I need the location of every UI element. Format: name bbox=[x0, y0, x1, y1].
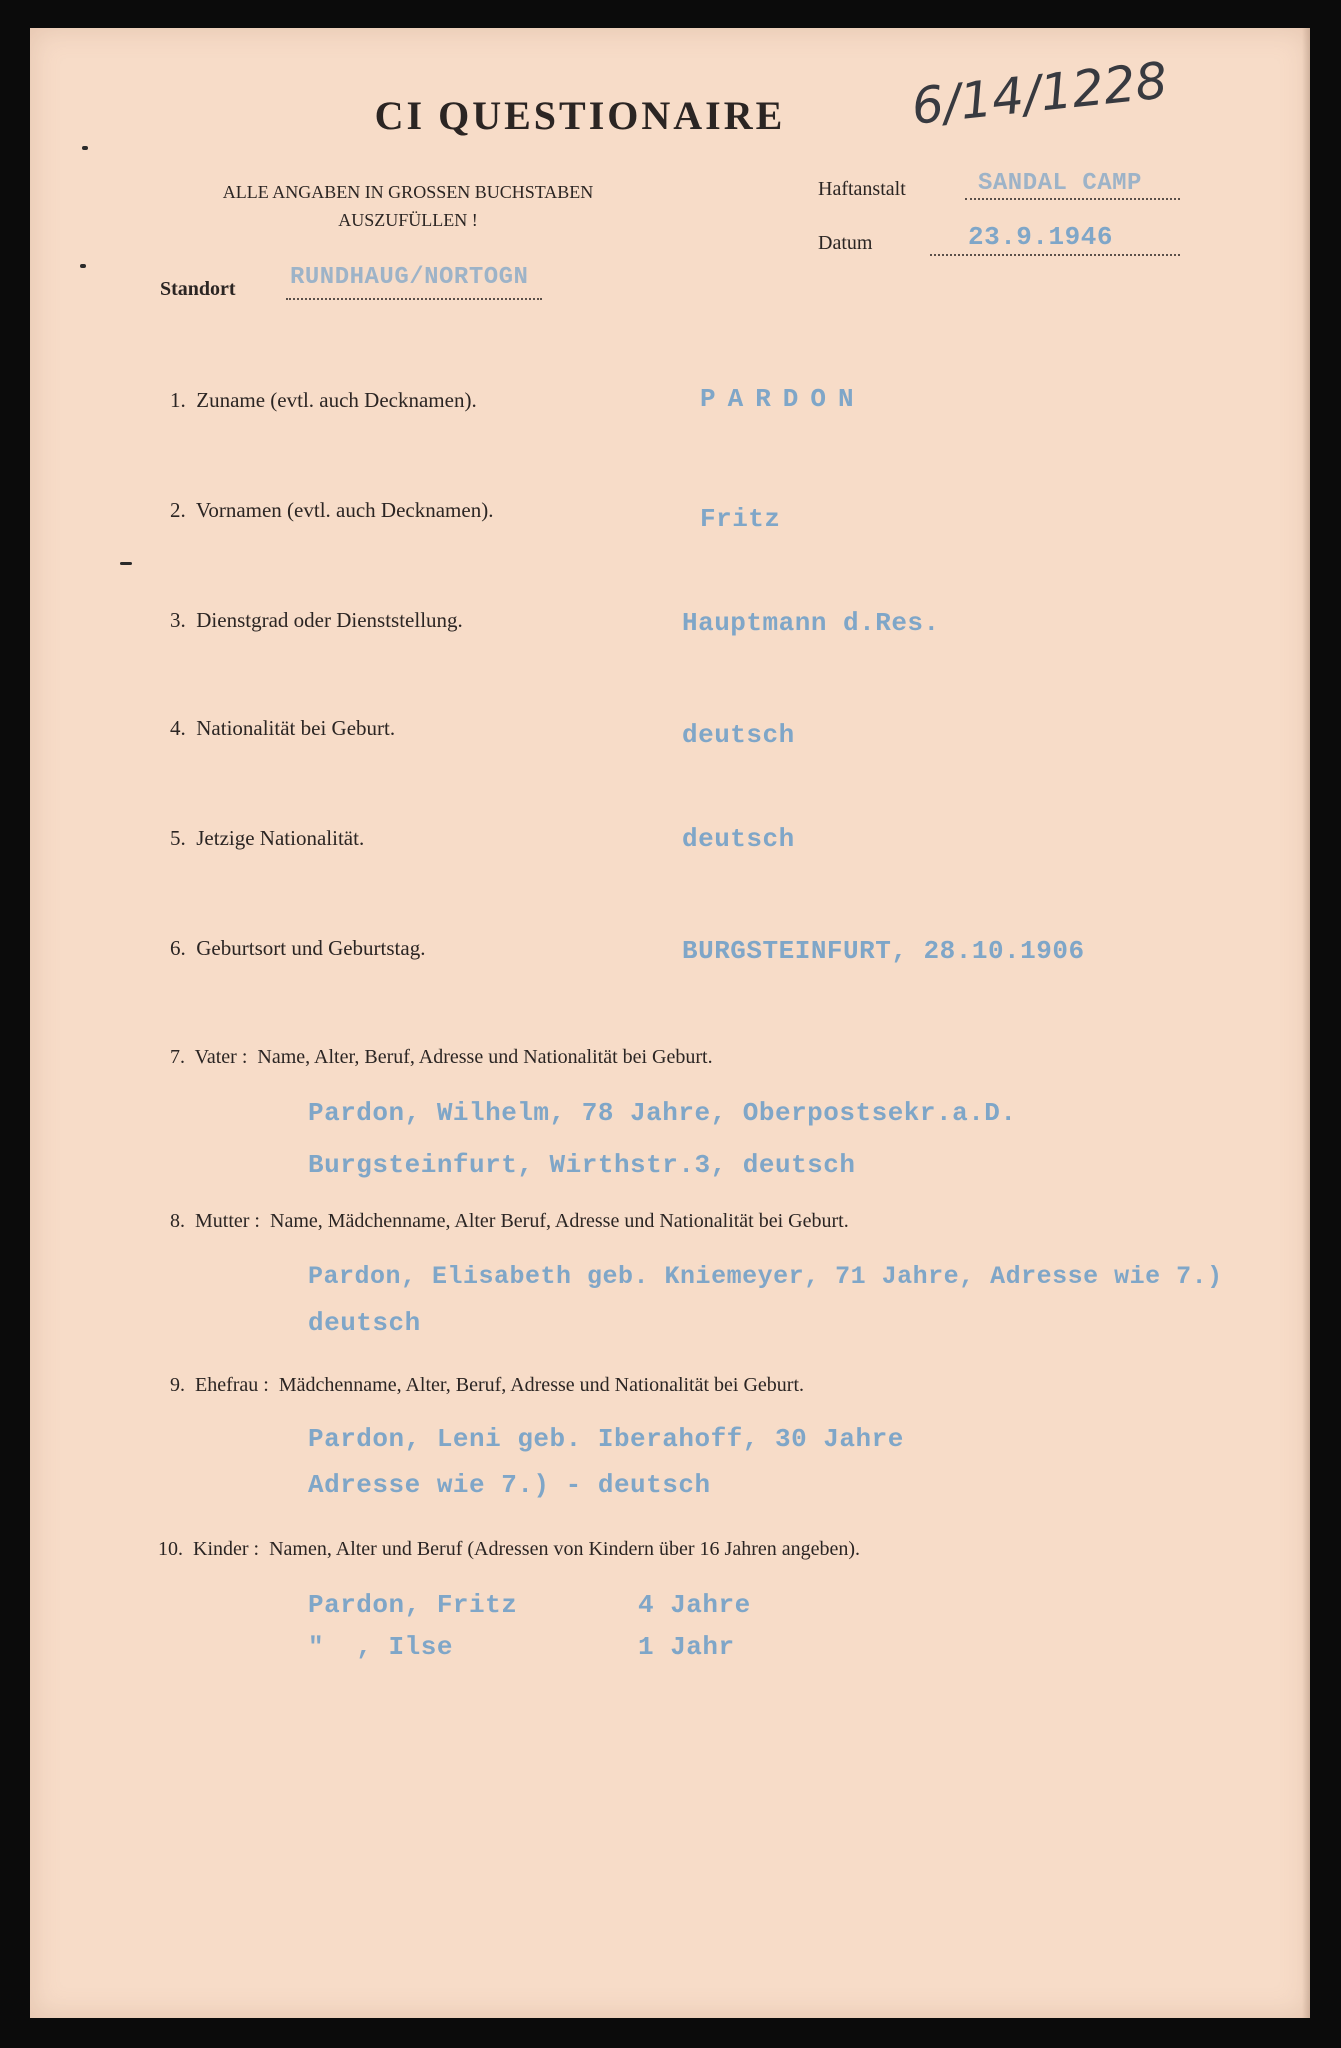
question-number: 7. bbox=[170, 1046, 185, 1068]
answer-geburtsort: BURGSTEINFURT, 28.10.1906 bbox=[682, 936, 1085, 966]
question-number: 2. bbox=[170, 498, 186, 522]
question-number: 6. bbox=[170, 936, 186, 960]
question-label: Ehefrau : bbox=[195, 1374, 269, 1396]
answer-nationalitaet-geburt: deutsch bbox=[682, 720, 795, 750]
question-label: Jetzige Nationalität. bbox=[196, 826, 365, 850]
question-8-mutter bbox=[170, 1210, 849, 1233]
question-number: 10. bbox=[158, 1538, 183, 1560]
form-title: CI QUESTIONAIRE bbox=[374, 93, 786, 138]
datum-line bbox=[930, 254, 1180, 256]
standort-value: RUNDHAUG/NORTOGN bbox=[290, 264, 529, 291]
child-age: 4 Jahre bbox=[638, 1590, 751, 1620]
child-name: Pardon, Fritz bbox=[308, 1590, 518, 1620]
question-label: Geburtsort und Geburtstag. bbox=[196, 936, 426, 960]
question-10-kinder bbox=[158, 1538, 860, 1561]
question-5 bbox=[170, 826, 364, 851]
question-number: 8. bbox=[170, 1210, 185, 1232]
question-label: Vater : bbox=[194, 1046, 248, 1068]
paper-edge-shadow bbox=[1302, 28, 1310, 2018]
question-prompt: Name, Mädchenname, Alter Beruf, Adresse und Nationalität bei Geburt. bbox=[270, 1210, 849, 1232]
question-1 bbox=[170, 388, 477, 413]
stray-mark bbox=[80, 264, 86, 268]
question-number: 3. bbox=[170, 608, 186, 632]
stray-mark bbox=[82, 146, 88, 150]
answer-vornamen: Fritz bbox=[700, 504, 781, 534]
question-6 bbox=[170, 936, 425, 961]
question-label: Mutter : bbox=[195, 1210, 260, 1232]
answer-vater-line-2: Burgsteinfurt, Wirthstr.3, deutsch bbox=[308, 1150, 856, 1180]
question-prompt: Name, Alter, Beruf, Adresse und Nationalität bei Geburt. bbox=[257, 1046, 713, 1068]
instruction-text bbox=[158, 178, 658, 234]
question-label: Zuname (evtl. auch Decknamen). bbox=[196, 388, 477, 412]
question-label: Vornamen (evtl. auch Decknamen). bbox=[195, 498, 494, 522]
questionnaire-page bbox=[30, 28, 1310, 2018]
question-number: 4. bbox=[170, 716, 186, 740]
question-label: Kinder : bbox=[193, 1538, 260, 1560]
answer-jetzige-nationalitaet: deutsch bbox=[682, 824, 795, 854]
datum-label: Datum bbox=[818, 232, 873, 254]
datum-value: 23.9.1946 bbox=[968, 222, 1113, 252]
answer-dienstgrad: Hauptmann d.Res. bbox=[682, 608, 940, 638]
child-name: " , Ilse bbox=[308, 1632, 453, 1662]
question-number: 1. bbox=[170, 388, 186, 412]
haftanstalt-value: SANDAL CAMP bbox=[978, 170, 1142, 197]
question-7-vater bbox=[170, 1046, 713, 1069]
handwritten-file-number: 6/14/1228 bbox=[908, 51, 1171, 136]
instruction-line-2: AUSZUFÜLLEN ! bbox=[338, 210, 478, 230]
answer-mutter-line-1: Pardon, Elisabeth geb. Kniemeyer, 71 Jahre, Adresse wie 7.) bbox=[308, 1262, 1223, 1291]
question-3 bbox=[170, 608, 463, 633]
question-number: 9. bbox=[170, 1374, 185, 1396]
question-prompt: Mädchenname, Alter, Beruf, Adresse und Nationalität bei Geburt. bbox=[278, 1374, 805, 1396]
question-9-ehefrau bbox=[170, 1374, 804, 1397]
answer-mutter-line-2: deutsch bbox=[308, 1308, 421, 1338]
answer-ehefrau-line-2: Adresse wie 7.) - deutsch bbox=[308, 1470, 711, 1500]
instruction-line-1: ALLE ANGABEN IN GROSSEN BUCHSTABEN bbox=[222, 182, 594, 202]
question-prompt: Namen, Alter und Beruf (Adressen von Kindern über 16 Jahren angeben). bbox=[269, 1538, 861, 1560]
question-label: Dienstgrad oder Dienststellung. bbox=[196, 608, 463, 632]
standort-label: Standort bbox=[160, 278, 236, 300]
stray-mark bbox=[120, 562, 132, 565]
standort-line bbox=[286, 298, 542, 300]
child-age: 1 Jahr bbox=[638, 1632, 735, 1662]
question-label: Nationalität bei Geburt. bbox=[196, 716, 396, 740]
question-4 bbox=[170, 716, 395, 741]
haftanstalt-line bbox=[965, 198, 1180, 200]
question-number: 5. bbox=[170, 826, 186, 850]
answer-ehefrau-line-1: Pardon, Leni geb. Iberahoff, 30 Jahre bbox=[308, 1424, 904, 1454]
answer-zuname: PARDON bbox=[700, 384, 866, 414]
answer-vater-line-1: Pardon, Wilhelm, 78 Jahre, Oberpostsekr.a.D. bbox=[308, 1098, 1017, 1128]
question-2 bbox=[170, 498, 493, 523]
haftanstalt-label: Haftanstalt bbox=[818, 178, 906, 200]
